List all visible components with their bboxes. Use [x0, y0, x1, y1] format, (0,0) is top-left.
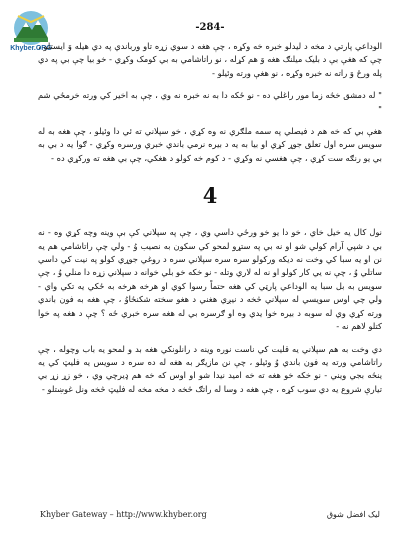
logo-label: Khyber.ORG [10, 45, 52, 52]
footer-site-link[interactable]: Khyber Gateway – http://www.khyber.org [40, 510, 207, 519]
paragraph-5: دي وخت به هم سپلاني يه قليت کي ناست نوره وينه د رانلونکي هغه بد و لمحو يه باب وچوله ، چې راتاشامي ورته يه فون باندي وُ وئيلو ، چې نن مازيګر به هغه له ده سره د سويس يه فليټ کي يه ينځه بجي ويني - نو خکه خو هغه ته خه اميد نيدا شو او اوس که خه هم ډيرچي وي ، خو زړ زړ بي تيارې شروع يه دي سوب کړه ، چې هغه د وسا له راتګ څخه د مخه مخه له فليټ څخه ونل غوښتلو - [38, 343, 382, 394]
footer-author: ليک افضل شوق [326, 510, 380, 519]
paragraph-1: الوداعي پارتي د مخه د ليدلو خبره خه وکړه ، چې هغه د سوي زړه تاو ورباندي په دي هيله وَ ايستلو ، چې که هغې بې د بليک ميلنګ هغه وَ هم کړله ، نو راتاشامي به بي کومک وکړي - خو بيا چې بي په دي پله ورځ وَ راته نه خبره وکړه ، نو هغې ورته وئيلو - [38, 41, 382, 78]
page-number: -284- [195, 22, 225, 33]
paragraph-2: " له دمشق خځه زما مور راغلي ده - نو ځکه دا به نه خبره نه وي ، چې به اخير کي ورته خرمځي شم " [38, 90, 382, 114]
page-body [38, 40, 382, 396]
paragraph-3: هغې بي که خه هم د فيصلي په سمه ملګري نه وه کړي ، خو سپلاني ته ئي دا وئيلو ، چې هغه به له سويس سره اول تعلق جوړ کړي او بيا به يه د بيره نرمي باندي خبري ورسره وکړي - ګوا يه د بي به بي يو رنګه ست کړي ، چې هغسي نه وکړي - د کوم خه کولو د هغکي، چې بي هغه ته ورکړي ده - [38, 126, 382, 163]
page-footer [40, 510, 380, 524]
paragraph-4: نول کال يه خيل خاي ، خو دا يو خو ورځي داسي وي ، چې په سپلاني کې بې وينه وچه کړي وه - نه بي د شپي آرام کولي شو او نه بي په ستړو لمحو کي سکون به نصيب وُ - ولي چې راتاشامي هم يه نن او يه سبا کي وخت نه ديکه وركولو سره سره سپلاني سره د روغي جوړي کولو په نيت کي داسي ساتلي وُ ، چې نه يي کار کولو او نه له لاري وتله - نو خکه خو بلي خوانه د سپلاني زړه دا منلي وُ ، چې سويس به بل سبا يه الوداعي پارټي کي هغه حتماً رسوا کوي او هرخه هرخه به ځکي يه تکي واي - ولي چي اوس سويسي له سپلاني څخه د نيږي هغني د هغو سخته شکنځاوُ ، چې هغه به فون باندي ورته کړي وي له سوبه د بيره خوا يدي وه او ګرسره بي له هغه سره خبري ځه ؟ چې د هغه په خوا کتلو لاهم نه - [38, 227, 382, 332]
chapter-number: 4 [202, 183, 218, 209]
